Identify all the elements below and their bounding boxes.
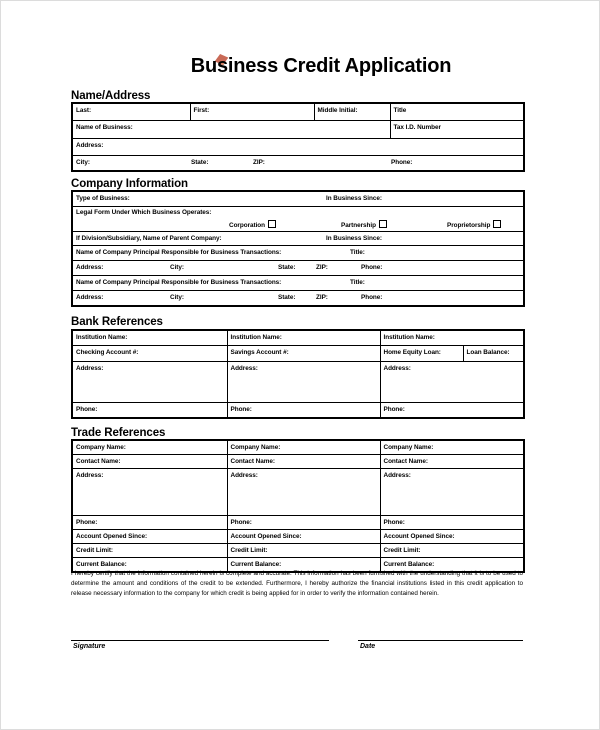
label-trade-2-credit-limit: Credit Limit: [230, 547, 268, 554]
field-trade-2-credit-limit[interactable] [227, 544, 380, 558]
field-trade-1-address[interactable] [72, 469, 227, 516]
field-trade-1-phone[interactable] [72, 516, 227, 530]
label-principal-2-city: City: [170, 294, 184, 301]
checkbox-partnership[interactable] [379, 220, 387, 228]
table-row [72, 455, 524, 469]
table-row [72, 139, 524, 156]
signature-line[interactable] [71, 640, 329, 641]
section-heading-company-information: Company Information [71, 178, 188, 190]
label-bank-2-address: Address: [230, 365, 258, 372]
label-bank-1-phone: Phone: [76, 406, 98, 413]
table-row [72, 330, 524, 346]
label-principal-1-state: State: [278, 264, 296, 271]
label-trade-3-phone: Phone: [383, 519, 405, 526]
field-trade-3-phone[interactable] [380, 516, 524, 530]
label-trade-1-credit-limit: Credit Limit: [76, 547, 113, 554]
label-last: Last: [76, 107, 92, 114]
option-corporation-label: Corporation [229, 222, 266, 229]
checkbox-corporation[interactable] [268, 220, 276, 228]
table-row [72, 121, 524, 139]
field-trade-3-account-opened-since[interactable] [380, 530, 524, 544]
field-bank-1-institution[interactable] [72, 330, 227, 346]
option-partnership[interactable] [341, 220, 387, 229]
label-trade-3-current-balance: Current Balance: [383, 561, 435, 568]
section-heading-bank-references: Bank References [71, 316, 163, 328]
label-savings-account: Savings Account #: [230, 349, 289, 356]
field-trade-2-phone[interactable] [227, 516, 380, 530]
field-parent-company[interactable] [72, 232, 524, 246]
table-bank-references [71, 329, 525, 419]
table-name-address [71, 102, 525, 172]
table-row [72, 346, 524, 362]
field-trade-2-account-opened-since[interactable] [227, 530, 380, 544]
table-row [72, 530, 524, 544]
field-bank-1-phone[interactable] [72, 403, 227, 419]
table-row [72, 246, 524, 261]
label-bank-3-phone: Phone: [383, 406, 405, 413]
label-phone: Phone: [391, 159, 413, 166]
label-principal-1-city: City: [170, 264, 184, 271]
label-parent-in-business-since: In Business Since: [326, 235, 382, 242]
checkbox-proprietorship[interactable] [493, 220, 501, 228]
label-tax-id-number: Tax I.D. Number [393, 124, 441, 131]
label-name-of-business: Name of Business: [76, 124, 133, 131]
table-company-information [71, 190, 525, 307]
table-row [72, 261, 524, 276]
label-state: State: [191, 159, 209, 166]
field-bank-3-phone[interactable] [380, 403, 524, 419]
label-trade-1-address: Address: [76, 472, 104, 479]
table-row [72, 103, 524, 121]
option-partnership-label: Partnership [341, 222, 376, 229]
field-checking-account[interactable] [72, 346, 227, 362]
label-principal-2-phone: Phone: [361, 294, 383, 301]
label-type-of-business: Type of Business: [76, 195, 130, 202]
label-bank-3-address: Address: [383, 365, 411, 372]
label-middle-initial: Middle Initial: [317, 107, 358, 114]
label-trade-3-company-name: Company Name: [383, 444, 434, 451]
label-legal-form: Legal Form Under Which Business Operates: [76, 209, 212, 216]
field-principal-2-address[interactable] [72, 291, 524, 307]
label-principal-2-state: State: [278, 294, 296, 301]
field-trade-3-credit-limit[interactable] [380, 544, 524, 558]
table-row [72, 276, 524, 291]
table-row [72, 232, 524, 246]
label-principal-1-title: Title: [350, 249, 365, 256]
field-name-of-business[interactable] [72, 121, 390, 139]
label-trade-3-contact-name: Contact Name: [383, 458, 428, 465]
label-principal-1-phone: Phone: [361, 264, 383, 271]
date-line[interactable] [358, 640, 523, 641]
certification-paragraph: I hereby certify that the information contained herein is complete and accurate. This information has been furnished with the understanding that it is to be used to determine the amount and conditions of the credit to be extended. Furthermore, I hereby authorize the financial institutions listed in this credit application to release necessary information to the company for which credit is being applied for in order to verify the information contained herein. [71, 570, 523, 598]
label-trade-2-current-balance: Current Balance: [230, 561, 282, 568]
field-middle-initial[interactable] [314, 103, 390, 121]
label-trade-2-company-name: Company Name: [230, 444, 281, 451]
title-container [1, 55, 600, 78]
label-bank-2-phone: Phone: [230, 406, 252, 413]
label-first: First: [193, 107, 210, 114]
label-bank-1-address: Address: [76, 365, 104, 372]
label-trade-3-address: Address: [383, 472, 411, 479]
field-principal-2[interactable] [72, 276, 524, 291]
table-trade-references [71, 439, 525, 573]
field-type-of-business[interactable] [72, 191, 524, 207]
field-trade-1-contact-name[interactable] [72, 455, 227, 469]
label-bank-3-institution: Institution Name: [383, 334, 435, 341]
label-bank-1-institution: Institution Name: [76, 334, 128, 341]
date-label: Date [360, 643, 376, 650]
field-principal-1[interactable] [72, 246, 524, 261]
field-trade-3-contact-name[interactable] [380, 455, 524, 469]
signature-label: Signature [73, 643, 106, 650]
label-principal-1-zip: ZIP: [316, 264, 328, 271]
field-bank-3-institution[interactable] [380, 330, 524, 346]
field-loan-balance[interactable] [463, 346, 524, 362]
table-row [72, 516, 524, 530]
label-trade-1-company-name: Company Name: [76, 444, 126, 451]
label-principal-1-address: Address: [76, 264, 104, 271]
section-heading-trade-references: Trade References [71, 427, 166, 439]
label-principal-1: Name of Company Principal Responsible for Business Transactions: [76, 249, 282, 256]
option-proprietorship-label: Proprietorship [447, 222, 491, 229]
table-row [72, 207, 524, 232]
section-heading-name-address: Name/Address [71, 90, 151, 102]
label-title: Title [393, 107, 407, 114]
field-trade-2-address[interactable] [227, 469, 380, 516]
label-trade-3-account-opened-since: Account Opened Since: [383, 533, 455, 540]
table-row [72, 469, 524, 516]
field-home-equity-loan[interactable] [380, 346, 463, 362]
label-address: Address: [76, 142, 104, 149]
table-row [72, 156, 524, 172]
field-tax-id-number[interactable] [390, 121, 524, 139]
field-savings-account[interactable] [227, 346, 380, 362]
label-home-equity-loan: Home Equity Loan: [383, 349, 441, 356]
label-parent-company: If Division/Subsidiary, Name of Parent Company: [76, 235, 222, 242]
label-trade-2-account-opened-since: Account Opened Since: [230, 533, 302, 540]
label-in-business-since: In Business Since: [326, 195, 382, 202]
field-last[interactable] [72, 103, 190, 121]
label-trade-1-current-balance: Current Balance: [76, 561, 127, 568]
field-bank-2-institution[interactable] [227, 330, 380, 346]
field-first[interactable] [190, 103, 314, 121]
label-principal-2-zip: ZIP: [316, 294, 328, 301]
field-city-state-zip-phone[interactable] [72, 156, 524, 172]
label-loan-balance: Loan Balance: [466, 349, 510, 356]
table-row [72, 291, 524, 307]
table-row [72, 544, 524, 558]
label-trade-1-phone: Phone: [76, 519, 98, 526]
label-trade-2-contact-name: Contact Name: [230, 458, 275, 465]
table-row [72, 191, 524, 207]
page-title: Business Credit Application [190, 55, 452, 77]
table-row [72, 403, 524, 419]
field-principal-1-address[interactable] [72, 261, 524, 276]
field-trade-2-company-name[interactable] [227, 440, 380, 455]
label-principal-2-address: Address: [76, 294, 104, 301]
field-title[interactable] [390, 103, 524, 121]
label-bank-2-institution: Institution Name: [230, 334, 282, 341]
field-trade-2-contact-name[interactable] [227, 455, 380, 469]
option-proprietorship[interactable] [447, 220, 501, 229]
field-trade-3-company-name[interactable] [380, 440, 524, 455]
field-legal-form[interactable] [72, 207, 524, 232]
field-trade-1-account-opened-since[interactable] [72, 530, 227, 544]
label-principal-2-title: Title: [350, 279, 365, 286]
label-trade-3-credit-limit: Credit Limit: [383, 547, 421, 554]
label-trade-1-account-opened-since: Account Opened Since: [76, 533, 148, 540]
field-trade-3-address[interactable] [380, 469, 524, 516]
label-trade-1-contact-name: Contact Name: [76, 458, 121, 465]
label-principal-2: Name of Company Principal Responsible for Business Transactions: [76, 279, 282, 286]
label-checking-account: Checking Account #: [76, 349, 139, 356]
label-zip: ZIP: [253, 159, 265, 166]
label-trade-2-phone: Phone: [230, 519, 252, 526]
field-bank-2-phone[interactable] [227, 403, 380, 419]
field-bank-1-address[interactable] [72, 362, 227, 403]
option-corporation[interactable] [229, 220, 276, 229]
field-address[interactable] [72, 139, 524, 156]
field-bank-3-address[interactable] [380, 362, 524, 403]
label-trade-2-address: Address: [230, 472, 258, 479]
table-row [72, 362, 524, 403]
field-trade-1-credit-limit[interactable] [72, 544, 227, 558]
field-bank-2-address[interactable] [227, 362, 380, 403]
field-trade-1-company-name[interactable] [72, 440, 227, 455]
table-row [72, 440, 524, 455]
label-city: City: [76, 159, 90, 166]
